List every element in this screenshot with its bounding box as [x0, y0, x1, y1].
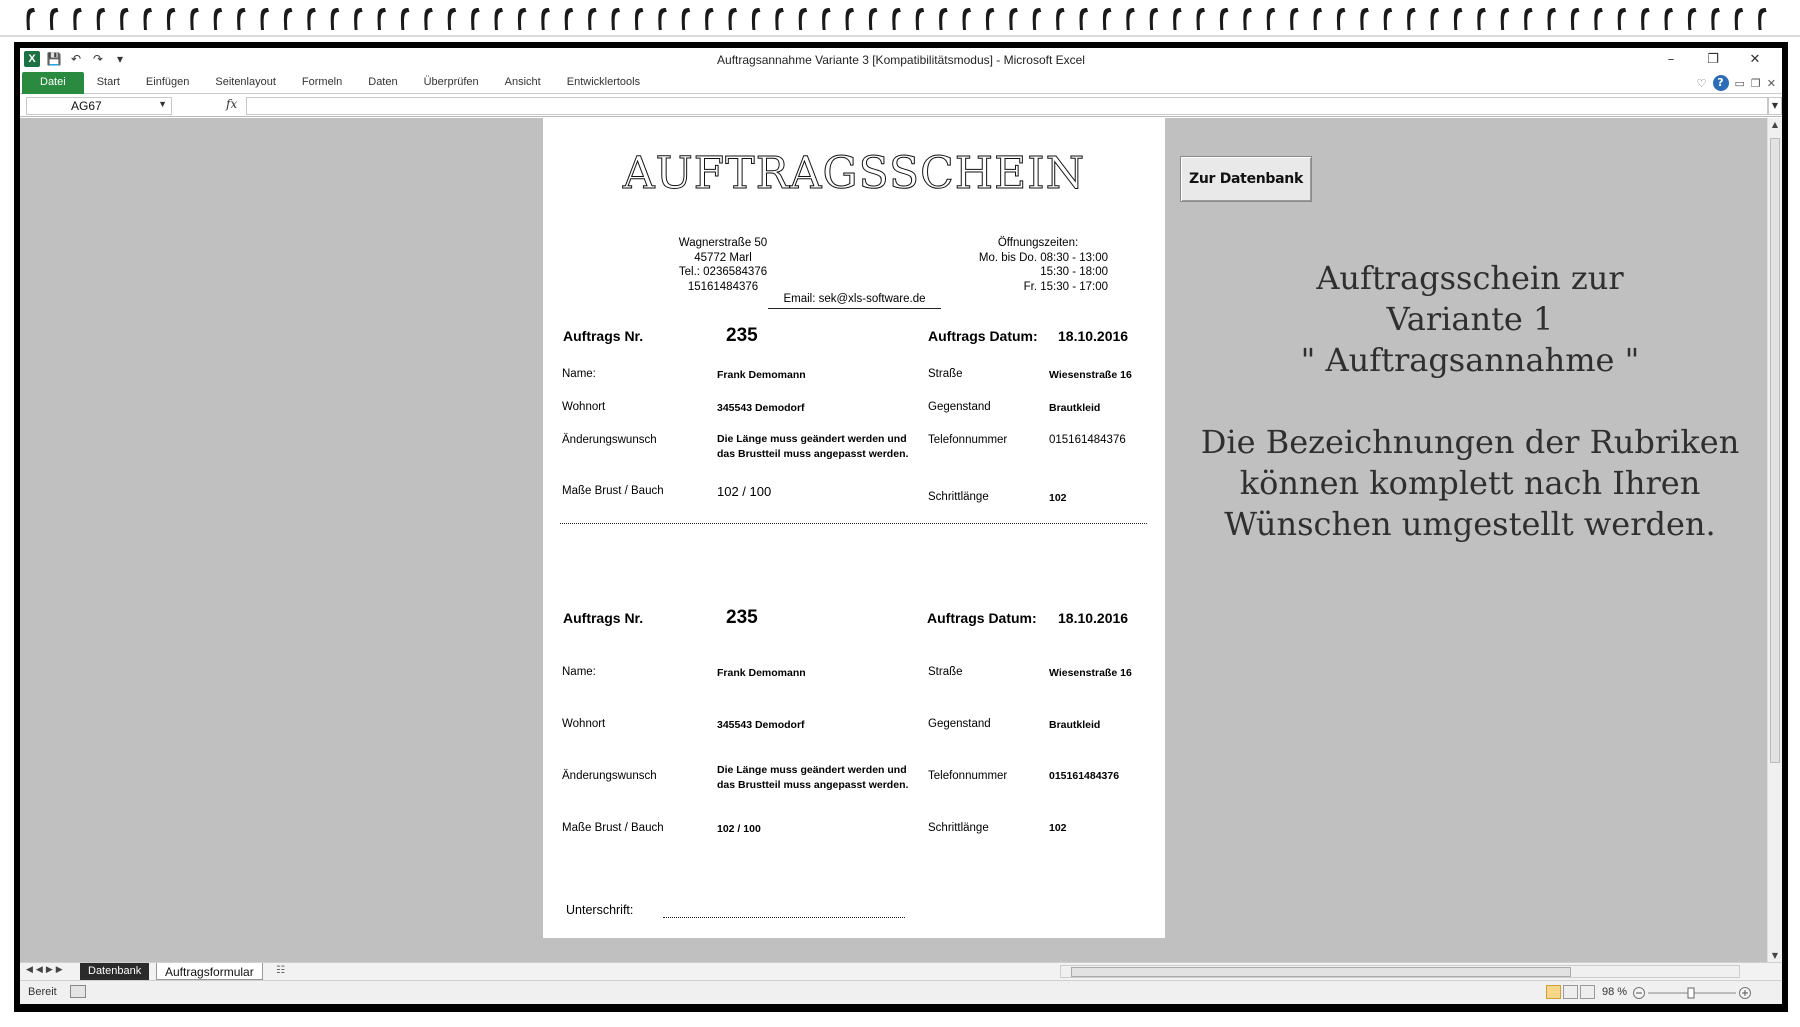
telefon-value: 015161484376 — [1049, 434, 1126, 446]
shop-address — [623, 236, 823, 294]
tab-seitenlayout[interactable]: Seitenlayout — [215, 76, 276, 88]
help-icon[interactable]: ? — [1713, 75, 1729, 91]
spiral-ring — [1688, 8, 1696, 30]
tab-einfuegen[interactable]: Einfügen — [145, 76, 190, 88]
spiral-ring — [354, 8, 362, 30]
spiral-ring — [612, 8, 620, 30]
page-break-view-icon[interactable] — [1580, 985, 1595, 999]
address-phone: Tel.: 0236584376 — [678, 266, 768, 278]
signature-line — [663, 917, 905, 918]
gegenstand-value: Brautkleid — [1049, 402, 1101, 414]
masse-label: Maße Brust / Bauch — [562, 485, 664, 497]
spiral-ring — [1454, 8, 1462, 30]
spiral-ring — [50, 8, 58, 30]
schritt-value-2: 102 — [1049, 822, 1067, 834]
spiral-ring — [1501, 8, 1509, 30]
worksheet-area[interactable] — [20, 118, 1767, 962]
normal-view-icon[interactable] — [1546, 985, 1561, 999]
spiral-ring — [1173, 8, 1181, 30]
spiral-ring — [518, 8, 526, 30]
schritt-label: Schrittlänge — [928, 491, 989, 503]
tab-start[interactable]: Start — [96, 76, 120, 88]
spiral-ring — [1618, 8, 1626, 30]
spiral-ring — [1384, 8, 1392, 30]
insert-sheet-icon[interactable]: ☷ — [276, 965, 285, 976]
order-no-value: 235 — [726, 325, 758, 346]
tab-ansicht[interactable]: Ansicht — [504, 76, 541, 88]
zoom-level[interactable]: 98 % — [1602, 986, 1628, 998]
sheet-nav-arrows-icon[interactable]: ◀◀▶▶ — [26, 965, 66, 975]
order-no-label: Auftrags Nr. — [563, 328, 644, 344]
schritt-value: 102 — [1049, 492, 1067, 504]
info-note — [1195, 258, 1745, 545]
spiral-ring — [565, 8, 573, 30]
spiral-ring — [799, 8, 807, 30]
spiral-ring — [307, 8, 315, 30]
spiral-ring — [1197, 8, 1205, 30]
wohnort-value-2: 345543 Demodorf — [717, 719, 805, 731]
status-ready: Bereit — [28, 986, 57, 998]
spiral-ring — [1407, 8, 1415, 30]
shop-email: Email: sek@xls-software.de — [768, 293, 941, 309]
scroll-up-icon[interactable]: ▲ — [1771, 120, 1779, 129]
vertical-scrollbar[interactable] — [1767, 118, 1782, 962]
spiral-ring — [284, 8, 292, 30]
opening-hours — [928, 236, 1108, 294]
spiral-ring — [1641, 8, 1649, 30]
street-label: Straße — [928, 368, 963, 380]
form-heading: AUFTRAGSSCHEIN — [622, 148, 1086, 199]
spiral-ring — [963, 8, 971, 30]
name-box-dropdown-icon[interactable]: ▼ — [158, 99, 167, 109]
spiral-ring — [1150, 8, 1158, 30]
macro-record-icon[interactable] — [70, 985, 86, 998]
note-line-3: " Auftragsannahme " — [1300, 341, 1640, 379]
spiral-ring — [1314, 8, 1322, 30]
workbook-restore-icon[interactable]: ❐ — [1750, 76, 1761, 90]
order-date-label: Auftrags Datum: — [928, 328, 1038, 344]
horizontal-scrollbar[interactable] — [1060, 965, 1740, 978]
aenderung-label: Änderungswunsch — [562, 434, 657, 446]
spiral-ring — [144, 8, 152, 30]
masse-value-2: 102 / 100 — [717, 823, 761, 835]
restore-button[interactable]: ❐ — [1707, 51, 1719, 67]
minimize-button[interactable]: – — [1667, 51, 1675, 67]
name-label-2: Name: — [562, 666, 596, 678]
spiral-binding — [0, 0, 1800, 44]
spiral-ring — [471, 8, 479, 30]
gegenstand-value-2: Brautkleid — [1049, 719, 1101, 731]
name-value-2: Frank Demomann — [717, 667, 806, 679]
spiral-ring — [97, 8, 105, 30]
spiral-ring — [1267, 8, 1275, 30]
spiral-ring — [1290, 8, 1298, 30]
tab-entwicklertools[interactable]: Entwicklertools — [566, 76, 641, 88]
schritt-label-2: Schrittlänge — [928, 822, 989, 834]
spiral-ring — [1571, 8, 1579, 30]
spiral-ring — [1033, 8, 1041, 30]
spiral-ring — [1758, 8, 1766, 30]
view-buttons — [1546, 985, 1595, 999]
order-no-label-2: Auftrags Nr. — [563, 610, 644, 626]
signature-label: Unterschrift: — [566, 903, 634, 917]
hours-title: Öffnungszeiten: — [997, 237, 1079, 249]
street-label-2: Straße — [928, 666, 963, 678]
masse-label-2: Maße Brust / Bauch — [562, 822, 664, 834]
spiral-ring — [752, 8, 760, 30]
name-label: Name: — [562, 368, 596, 380]
hours-mon-thu: Mo. bis Do. 08:30 - 13:00 — [978, 251, 1108, 264]
sheet-tab-auftragsformular[interactable]: Auftragsformular — [156, 963, 263, 980]
spiral-ring — [120, 8, 128, 30]
hours-friday: Fr. 15:30 - 17:00 — [1023, 280, 1108, 293]
name-box-value: AG67 — [71, 99, 102, 113]
close-button[interactable]: ✕ — [1749, 51, 1761, 67]
horizontal-scroll-thumb[interactable] — [1071, 967, 1571, 977]
scroll-down-icon[interactable]: ▼ — [1771, 951, 1779, 960]
ribbon-tabs — [20, 72, 1782, 94]
excel-window — [20, 48, 1782, 1004]
masse-value: 102 / 100 — [717, 484, 772, 499]
formula-input[interactable] — [246, 97, 1768, 115]
spiral-ring — [1735, 8, 1743, 30]
telefon-value-2: 015161484376 — [1049, 770, 1120, 782]
spiral-ring — [822, 8, 830, 30]
spiral-ring — [237, 8, 245, 30]
zoom-slider[interactable] — [1632, 986, 1752, 1000]
note-line-2: Variante 1 — [1386, 300, 1554, 338]
spiral-ring — [1056, 8, 1064, 30]
order-no-value-2: 235 — [726, 607, 758, 628]
address-city: 45772 Marl — [694, 251, 752, 264]
redo-icon[interactable]: ↷ — [92, 52, 104, 66]
status-bar — [20, 980, 1782, 1004]
wohnort-label: Wohnort — [562, 401, 606, 413]
address-street: Wagnerstraße 50 — [678, 237, 768, 249]
gegenstand-label: Gegenstand — [928, 401, 991, 413]
spiral-ring — [73, 8, 81, 30]
window-title: Auftragsannahme Variante 3 [Kompatibilitätsmodus] - Microsoft Excel — [717, 53, 1085, 67]
spiral-ring — [448, 8, 456, 30]
wohnort-label-2: Wohnort — [562, 718, 606, 730]
spiral-ring — [1594, 8, 1602, 30]
spiral-ring — [1665, 8, 1673, 30]
spiral-ring — [635, 8, 643, 30]
spiral-ring — [495, 8, 503, 30]
note-line-4: Die Bezeichnungen der Rubriken — [1200, 423, 1740, 461]
spiral-ring — [729, 8, 737, 30]
spiral-ring — [190, 8, 198, 30]
name-value: Frank Demomann — [717, 369, 806, 381]
cut-line — [560, 523, 1147, 524]
spiral-ring — [588, 8, 596, 30]
note-line-1: Auftragsschein zur — [1316, 259, 1624, 297]
save-icon[interactable]: 💾 — [46, 52, 62, 66]
telefon-label-2: Telefonnummer — [928, 770, 1008, 782]
note-line-6: Wünschen umgestellt werden. — [1224, 505, 1716, 543]
spiral-ring — [939, 8, 947, 30]
spiral-ring — [1711, 8, 1719, 30]
customize-qat-icon[interactable]: ▾ — [116, 52, 124, 66]
spiral-ring — [1009, 8, 1017, 30]
undo-icon[interactable]: ↶ — [70, 52, 82, 66]
order-form-page — [543, 118, 1165, 938]
telefon-label: Telefonnummer — [928, 434, 1008, 446]
spiral-ring — [214, 8, 222, 30]
workbook-close-icon[interactable]: ✕ — [1766, 76, 1776, 90]
address-phone2: 15161484376 — [687, 280, 759, 293]
minimize-ribbon-icon[interactable]: ♡ — [1696, 76, 1707, 90]
spiral-ring — [167, 8, 175, 30]
excel-icon[interactable]: X — [24, 51, 40, 67]
spiral-ring — [261, 8, 269, 30]
spiral-ring — [892, 8, 900, 30]
gegenstand-label-2: Gegenstand — [928, 718, 991, 730]
tab-daten[interactable]: Daten — [368, 76, 398, 88]
order-date-label-2: Auftrags Datum: — [927, 610, 1037, 626]
title-bar — [20, 48, 1782, 72]
order-date-value: 18.10.2016 — [1058, 328, 1129, 344]
spiral-ring — [869, 8, 877, 30]
aenderung-value: Die Länge muss geändert werden und das Brustteil muss angepasst werden. — [717, 433, 909, 460]
spiral-ring — [1360, 8, 1368, 30]
name-box[interactable] — [26, 97, 172, 115]
spiral-ring — [1126, 8, 1134, 30]
spiral-ring — [1243, 8, 1251, 30]
spiral-ring — [846, 8, 854, 30]
sheet-tab-datenbank[interactable]: Datenbank — [80, 963, 149, 980]
spiral-ring — [1337, 8, 1345, 30]
spiral-ring — [658, 8, 666, 30]
aenderung-label-2: Änderungswunsch — [562, 770, 657, 782]
spiral-ring — [1548, 8, 1556, 30]
picture-frame — [14, 42, 1788, 1012]
note-line-5: können komplett nach Ihren — [1239, 464, 1701, 502]
sheet-tab-bar — [20, 962, 1782, 980]
spiral-ring — [682, 8, 690, 30]
spiral-ring — [705, 8, 713, 30]
order-date-value-2: 18.10.2016 — [1058, 610, 1129, 626]
insert-function-icon[interactable]: fx — [226, 97, 238, 111]
page-layout-view-icon[interactable] — [1563, 985, 1578, 999]
workbook-minimize-icon[interactable]: ▭ — [1734, 76, 1745, 90]
hours-afternoon: 15:30 - 18:00 — [1040, 266, 1108, 278]
spiral-ring — [401, 8, 409, 30]
tab-datei[interactable]: Datei — [22, 72, 84, 94]
ribbon-right-controls — [1697, 75, 1776, 91]
spiral-ring — [916, 8, 924, 30]
expand-formula-bar-icon[interactable]: ▼ — [1768, 97, 1782, 115]
street-value: Wiesenstraße 16 — [1049, 369, 1132, 381]
spiral-ring — [1220, 8, 1228, 30]
spiral-ring — [1080, 8, 1088, 30]
spiral-ring — [424, 8, 432, 30]
spiral-ring — [27, 8, 35, 30]
spiral-ring — [1477, 8, 1485, 30]
street-value-2: Wiesenstraße 16 — [1049, 667, 1132, 679]
spiral-ring — [378, 8, 386, 30]
wohnort-value: 345543 Demodorf — [717, 402, 805, 414]
spiral-ring — [775, 8, 783, 30]
spiral-ring — [1431, 8, 1439, 30]
go-to-database-button[interactable]: Zur Datenbank — [1180, 156, 1312, 202]
aenderung-value-2: Die Länge muss geändert werden und das Brustteil muss angepasst werden. — [717, 764, 909, 791]
spiral-ring — [986, 8, 994, 30]
vertical-scroll-thumb[interactable] — [1770, 138, 1780, 763]
formula-bar — [20, 95, 1782, 117]
spiral-ring — [1103, 8, 1111, 30]
spiral-ring — [1524, 8, 1532, 30]
tab-ueberpruefen[interactable]: Überprüfen — [423, 76, 479, 88]
tab-formeln[interactable]: Formeln — [301, 76, 343, 88]
window-controls — [1650, 48, 1776, 70]
spiral-ring — [331, 8, 339, 30]
spiral-ring — [541, 8, 549, 30]
